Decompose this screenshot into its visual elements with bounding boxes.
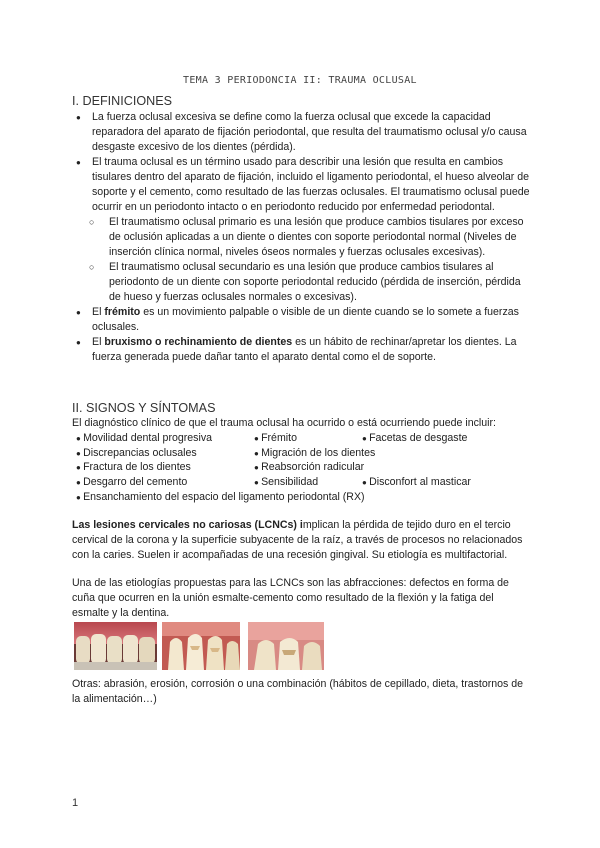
lcnc-paragraph [72, 518, 532, 563]
teeth-photo-2 [162, 622, 240, 670]
list-item [72, 155, 532, 215]
abfraction-paragraph: Una de las etiologías propuestas para las LCNCs son las abfracciones: defectos en forma de cuña que ocurren en la unión esmalte-cemento como resultado de la flexión y la fatiga del esmalte y la dentina. [72, 577, 509, 619]
grid-cell: ● Frémito [254, 431, 297, 447]
page-number: 1 [72, 797, 79, 809]
table-row [72, 431, 542, 446]
list-item-text: La fuerza oclusal excesiva se define como la fuerza oclusal que excede la capacidad reparadora del aparato de fijación periodontal, que resulta del traumatismo oclusal y/o causa desgaste excesivo de los dientes (pérdida). [92, 111, 527, 153]
grid-cell: ● Desgarro del cemento [76, 475, 187, 491]
teeth-photo-3 [248, 622, 324, 670]
grid-cell: ● Movilidad dental progresiva [76, 431, 212, 447]
list-item [72, 305, 532, 335]
bold-term: bruxismo o rechinamiento de dientes [104, 336, 293, 348]
document-title: TEMA 3 PERIODONCIA II: TRAUMA OCLUSAL [183, 75, 417, 86]
teeth-photo-1 [74, 622, 157, 670]
sub-list-item [72, 215, 532, 260]
list-item-text: El traumatismo oclusal primario es una lesión que produce cambios tisulares por exceso de oclusión aplicadas a un diente o dientes con soporte periodontal normal (Niveles de inserción clínica normal, niveles óseos normales y fuerzas oclusales excesivas). [109, 216, 524, 258]
text-fragment: El [92, 336, 105, 348]
list-item [72, 335, 532, 365]
text-fragment: es un movimiento palpable o visible de un diente cuando se lo somete a fuerzas oclusales. [92, 306, 519, 333]
other-etiologies: Otras: abrasión, erosión, corrosión o una combinación (hábitos de cepillado, dieta, trastornos de la alimentación…) [72, 678, 524, 705]
table-row [72, 475, 542, 490]
grid-cell: ● Fractura de los dientes [76, 460, 191, 476]
sub-list-item [72, 260, 532, 305]
signs-grid [72, 431, 542, 504]
definitions-list [72, 110, 532, 365]
bold-term: Las lesiones cervicales no cariosas (LCNCs) i [72, 519, 303, 531]
grid-cell: ● Disconfort al masticar [362, 475, 471, 491]
list-item-text: El traumatismo oclusal secundario es una lesión que produce cambios tisulares al periodonto de un diente con soporte periodontal reducido (pérdida de inserción, pérdida de hueso y fuerzas oclusales normales o excesivas). [109, 261, 521, 303]
bold-term: frémito [104, 306, 141, 318]
text-fragment: es un hábito de rechinar/apretar los dientes. La fuerza generada puede dañar tanto el aparato dental como el de soporte. [92, 336, 517, 363]
heading-signos: II. SIGNOS Y SÍNTOMAS [72, 401, 216, 415]
table-row [72, 446, 542, 461]
text-fragment: mplican la pérdida de tejido duro en el tercio cervical de la corona y la superficie subyacente de la raíz, a través de procesos no relacionados con la caries. Suelen ir acompañadas de una recesión gingival. Su etiología es multifactorial. [72, 519, 523, 561]
grid-cell: ● Discrepancias oclusales [76, 446, 197, 462]
text-fragment: El [92, 306, 105, 318]
table-row [72, 490, 542, 505]
grid-cell: ● Ensanchamiento del espacio del ligamento periodontal (RX) [76, 490, 365, 506]
grid-cell: ● Reabsorción radicular [254, 460, 364, 476]
list-item-text: El trauma oclusal es un término usado para describir una lesión que resulta en cambios tisulares dentro del aparato de fijación, incluido el ligamento periodontal, el hueso alveolar de soporte y el cemento, como resultado de las fuerzas oclusales. El traumatismo oclusal puede ocurrir en un periodonto intacto o en periodonto reducido por enfermedad periodontal. [92, 156, 530, 213]
grid-cell: ● Facetas de desgaste [362, 431, 467, 447]
grid-cell: ● Migración de los dientes [254, 446, 375, 462]
heading-definiciones: I. DEFINICIONES [72, 94, 173, 108]
grid-cell: ● Sensibilidad [254, 475, 318, 491]
signs-intro: El diagnóstico clínico de que el trauma oclusal ha ocurrido o está ocurriendo puede incluir: [72, 417, 496, 429]
list-item [72, 110, 532, 155]
table-row [72, 460, 542, 475]
